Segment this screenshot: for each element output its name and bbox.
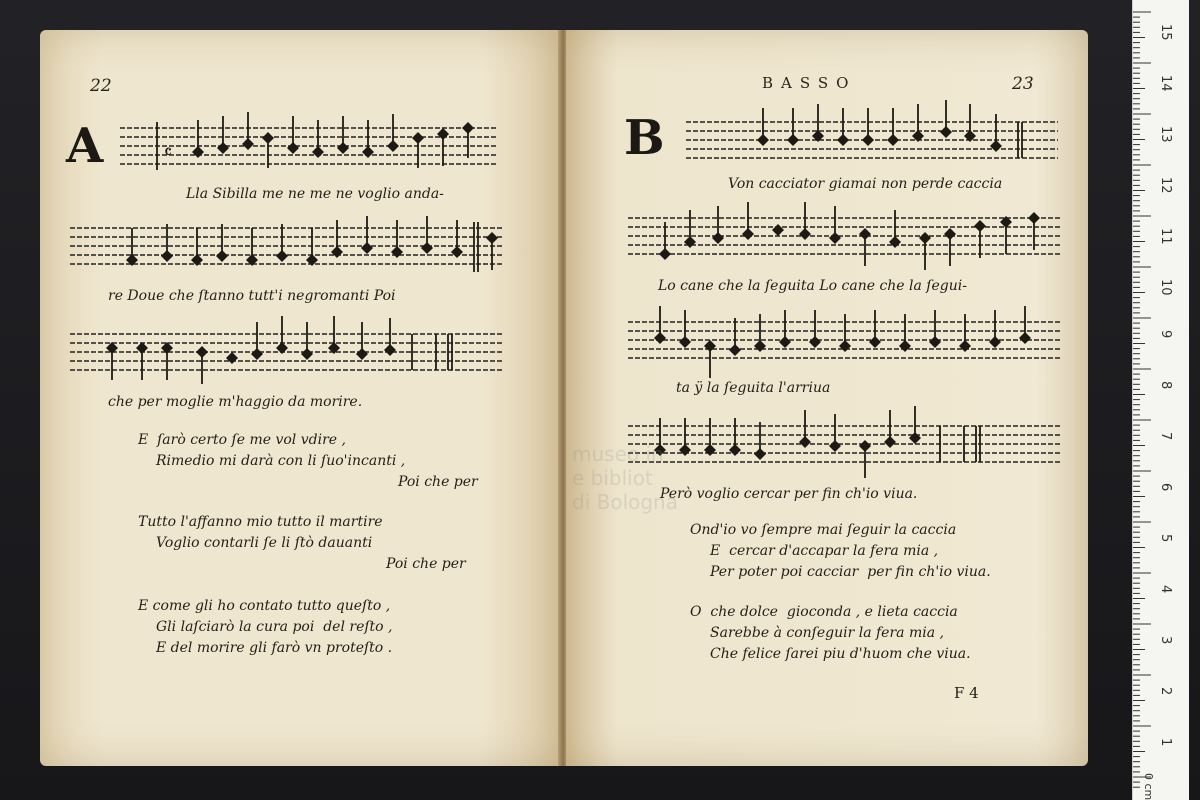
stanza-5-line-2: Sarebbe à conſeguir la fera mia , (710, 625, 944, 641)
ruler-number: 6 (1158, 483, 1173, 492)
music-staff-4 (682, 96, 1062, 176)
stanza-2-line-2: Voglio contarli ſe li ſtò dauanti (156, 535, 373, 551)
stanza-4-line-3: Per poter poi cacciar per fin ch'io viua. (710, 564, 991, 580)
right-page (566, 30, 1088, 766)
running-head: BASSO (762, 74, 857, 92)
stanza-5-line-3: Che felice ſarei piu d'huom che viua. (710, 646, 971, 662)
left-page-number: 22 (90, 76, 112, 96)
music-staff-1 (112, 102, 502, 182)
ruler-ticks (1133, 0, 1189, 800)
stanza-1-line-2: Rimedio mi darà con li ſuo'incanti , (156, 453, 406, 469)
lyric-line-5: Lo cane che la ſeguita Lo cane che la ſegui- (658, 278, 967, 294)
stanza-5-line-1: O che dolce gioconda , e lieta caccia (690, 604, 958, 620)
stanza-4-line-1: Ond'io vo ſempre mai ſeguir la caccia (690, 522, 957, 538)
ruler-number: 15 (1158, 24, 1173, 41)
ruler-number: 14 (1158, 75, 1173, 92)
lyric-line-7: Però voglio cercar per fin ch'io viua. (660, 486, 918, 502)
measuring-ruler (1132, 0, 1189, 800)
music-staff-3 (66, 312, 506, 392)
lyric-line-4: Von cacciator giamai non perde caccia (728, 176, 1003, 192)
lyric-line-3: che per moglie m'haggio da morire. (108, 394, 363, 410)
right-page-number: 23 (1012, 74, 1034, 94)
ruler-number: 3 (1158, 636, 1173, 645)
stanza-3-line-2: Gli laſciarò la cura poi del reſto , (156, 619, 393, 635)
ruler-unit-label: 0 cm (1142, 773, 1155, 800)
watermark-text: museo in e bibliot di Bologna (572, 442, 678, 514)
stanza-1-refrain: Poi che per (398, 474, 478, 490)
ruler-number: 4 (1158, 585, 1173, 594)
ruler-number: 11 (1158, 228, 1173, 245)
music-staff-2 (66, 206, 506, 286)
initial-b: B (624, 110, 665, 166)
open-book (40, 22, 1088, 774)
music-staff-5 (624, 196, 1064, 276)
stanza-3-line-1: E come gli ho contato tutto queſto , (138, 598, 391, 614)
music-staff-6 (624, 300, 1064, 380)
stanza-2-refrain: Poi che per (386, 556, 466, 572)
ruler-number: 10 (1158, 279, 1173, 296)
initial-a: A (66, 118, 104, 174)
ruler-number: 7 (1158, 432, 1173, 441)
svg-text:𝄴: 𝄴 (164, 142, 173, 163)
signature-mark: F 4 (954, 684, 979, 702)
stanza-2-line-1: Tutto l'affanno mio tutto il martire (138, 514, 383, 530)
ruler-number: 1 (1158, 738, 1173, 747)
stanza-4-line-2: E cercar d'accapar la fera mia , (710, 543, 939, 559)
lyric-line-1: Lla Sibilla me ne me ne voglio anda- (186, 186, 444, 202)
ruler-number: 13 (1158, 126, 1173, 143)
stanza-3-line-3: E del morire gli farò vn proteſto . (156, 640, 393, 656)
ruler-number: 8 (1158, 381, 1173, 390)
lyric-line-6: ta ÿ la ſeguita l'arriua (676, 380, 831, 396)
ruler-number: 2 (1158, 687, 1173, 696)
music-staff-7 (624, 404, 1064, 484)
ruler-number: 12 (1158, 177, 1173, 194)
stanza-1-line-1: E ſarò certo ſe me vol vdire , (138, 432, 346, 448)
ruler-number: 9 (1158, 330, 1173, 339)
left-page (40, 30, 560, 766)
lyric-line-2: re Doue che ſtanno tutt'i negromanti Poi (108, 288, 396, 304)
ruler-number: 5 (1158, 534, 1173, 543)
